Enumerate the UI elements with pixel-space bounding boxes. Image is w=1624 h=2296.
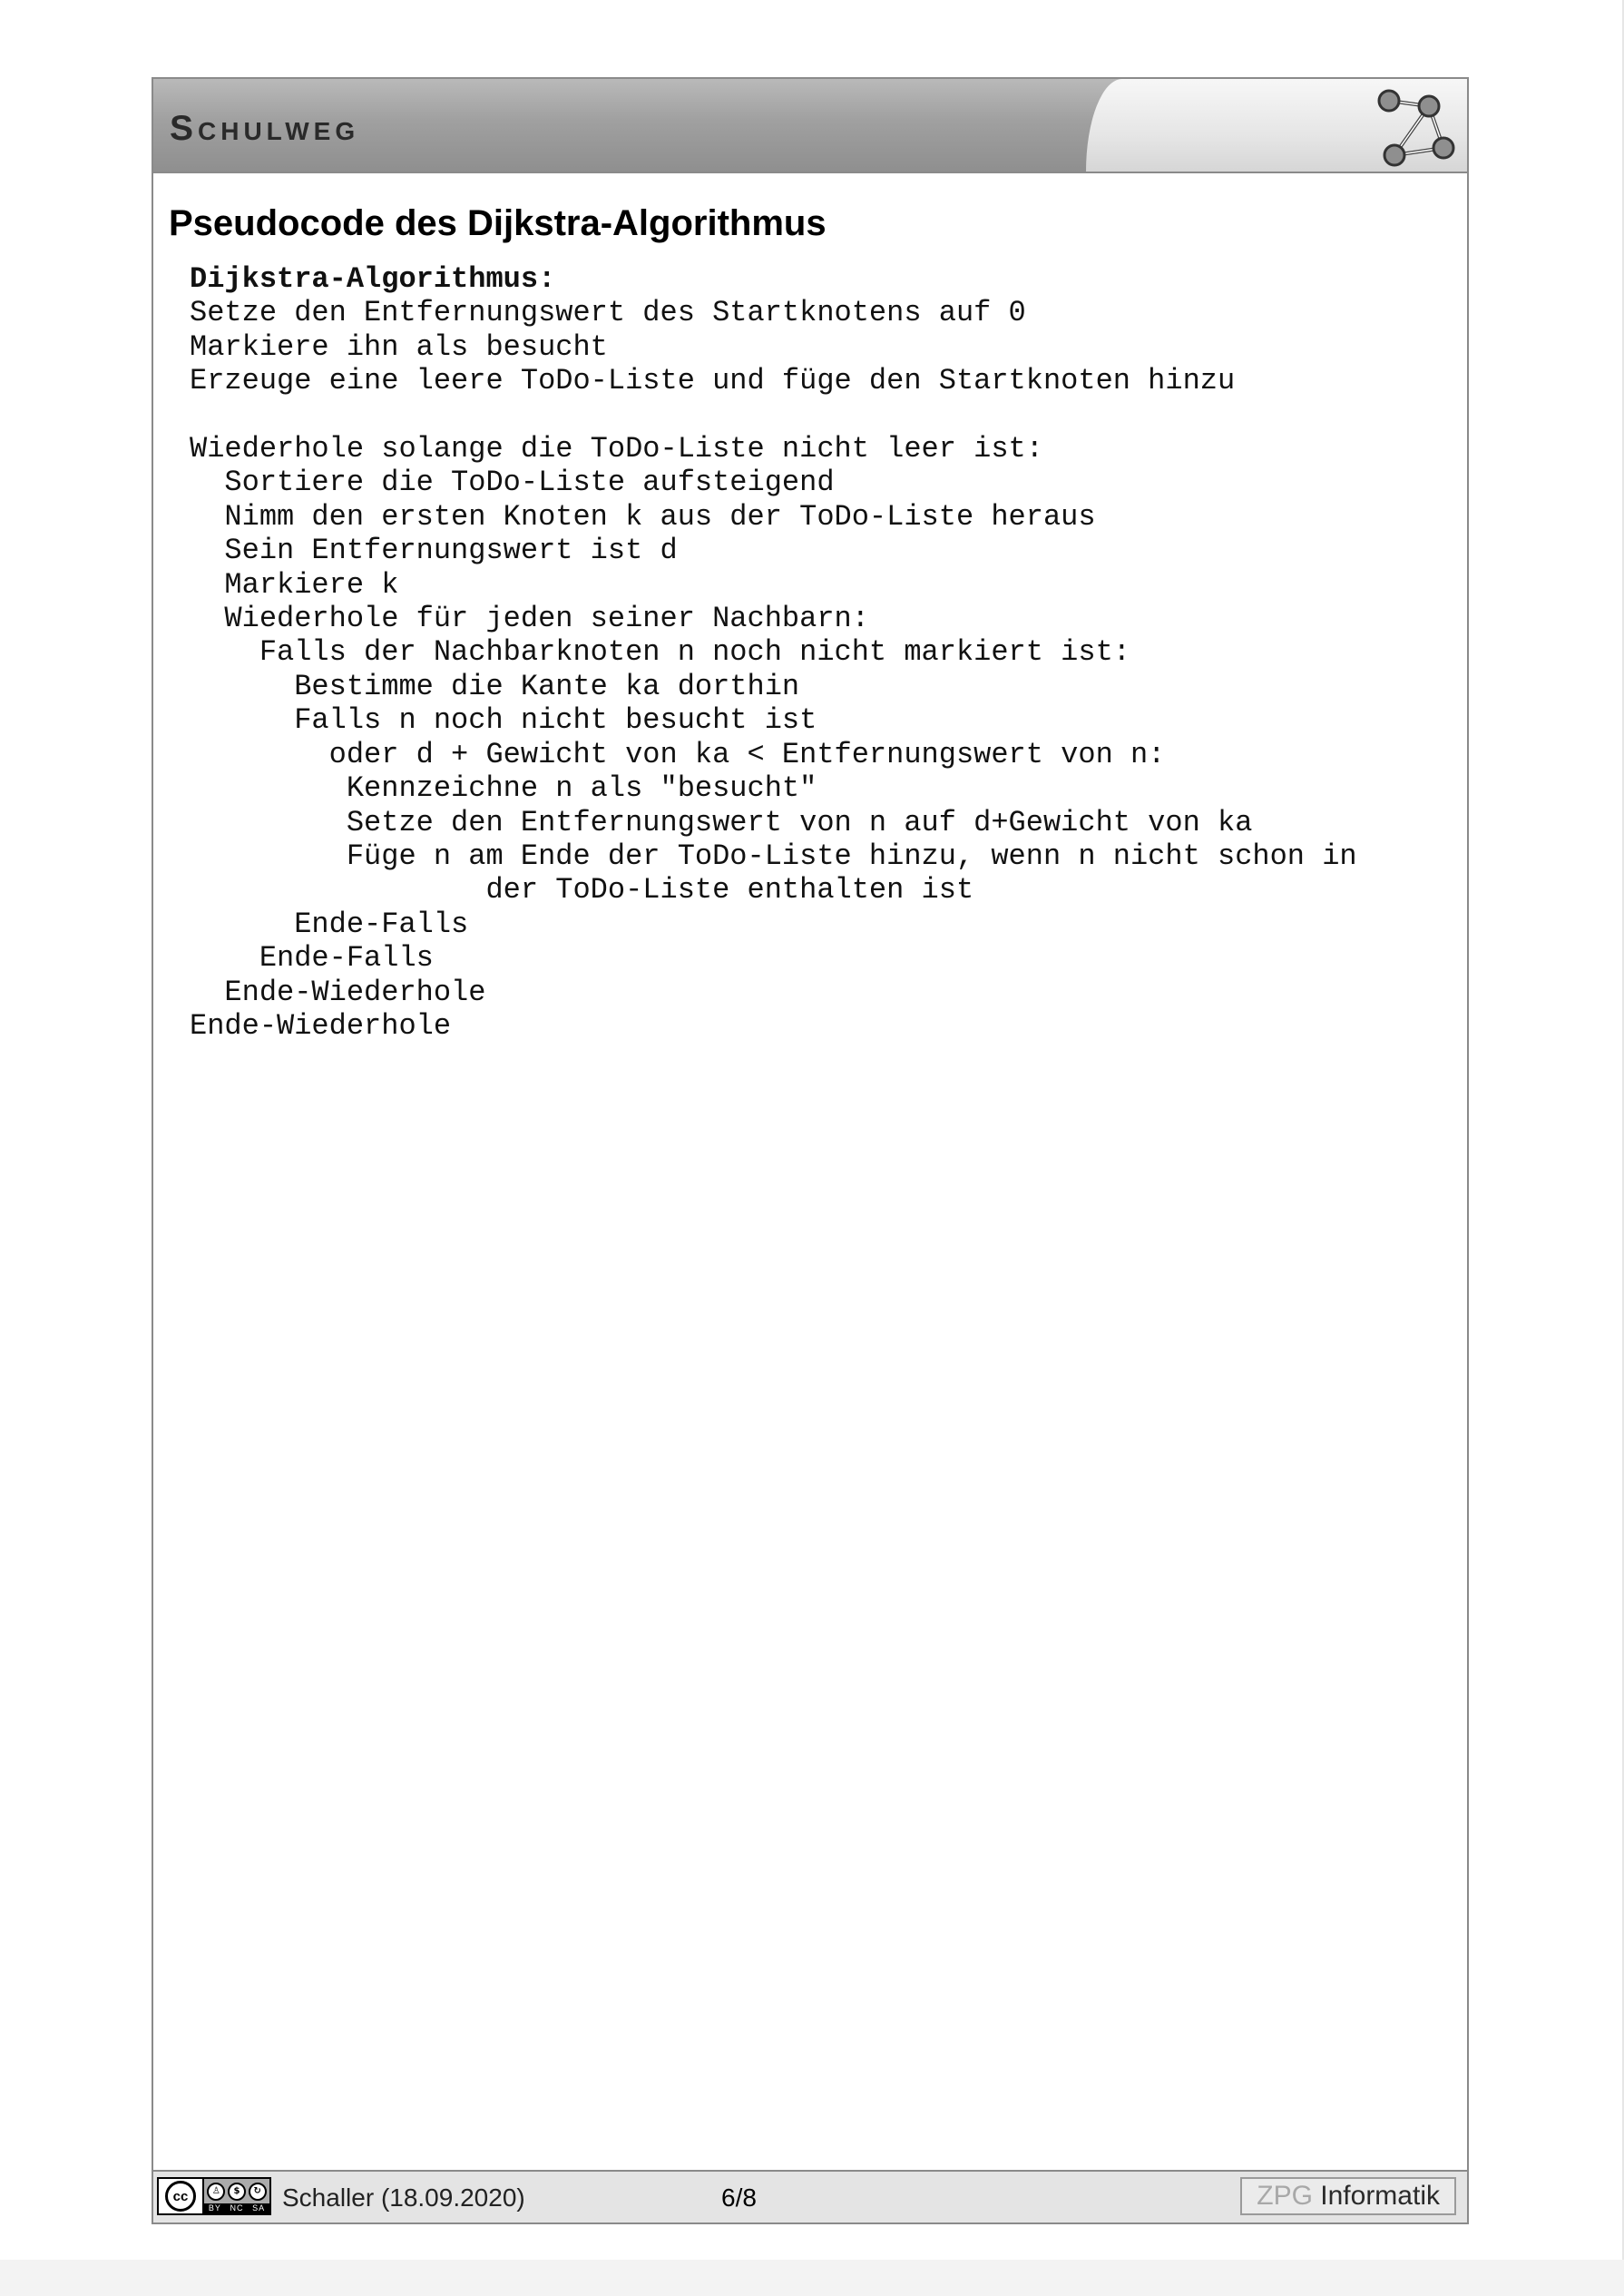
cc-license-badge[interactable] [157, 2177, 271, 2215]
brand-label [1240, 2177, 1456, 2215]
header-title: schulweg [170, 93, 360, 151]
page-header [153, 79, 1467, 173]
cc-icon: cc [165, 2181, 196, 2212]
pseudocode-body: Setze den Entfernungswert des Startknotens auf 0 Markiere ihn als besucht Erzeuge eine leere ToDo-Liste und füge den Startknoten hinzu Wiederhole solange die ToDo-Liste nicht leer ist: Sortiere die ToDo-Liste aufsteigend Nimm den ersten Knoten k aus der ToDo-Liste heraus Sein Entfernungswert ist d Markiere k Wiederhole für jeden seiner Nachbarn: Falls der Nachbarknoten n noch nicht markiert ist: Bestimme die Kante ka dorthin Falls n noch nicht besucht ist oder d + Gewicht von ka < Entfernungswert von n: Kennzeichne n als "besucht" Setze den Entfernungswert von n auf d+Gewicht von ka Füge n am Ende der ToDo-Liste hinzu, wenn n nicht schon in der ToDo-Liste enthalten ist Ende-Falls Ende-Falls Ende-Wiederhole Ende-Wiederhole [190, 296, 1357, 1043]
document-page [152, 77, 1469, 2224]
graph-network-icon [1369, 84, 1460, 168]
cc-nc-label: NC [230, 2203, 244, 2213]
cc-sa-label: SA [252, 2203, 266, 2213]
noncommercial-icon: $ [228, 2183, 246, 2201]
page-number: 6/8 [721, 2183, 757, 2212]
brand-zpg: ZPG [1257, 2181, 1313, 2211]
attribution-icon: ♙ [207, 2183, 225, 2201]
cc-by-label: BY [208, 2203, 221, 2213]
page-footer [153, 2170, 1467, 2222]
section-title: Pseudocode des Dijkstra-Algorithmus [169, 203, 827, 243]
footer-author: Schaller (18.09.2020) [282, 2183, 525, 2212]
pseudocode-heading: Dijkstra-Algorithmus: [190, 262, 556, 296]
viewer-bottom-margin [0, 2260, 1624, 2296]
sharealike-icon: ↻ [249, 2183, 267, 2201]
brand-informatik: Informatik [1320, 2181, 1440, 2211]
pseudocode-block [190, 262, 1357, 1043]
